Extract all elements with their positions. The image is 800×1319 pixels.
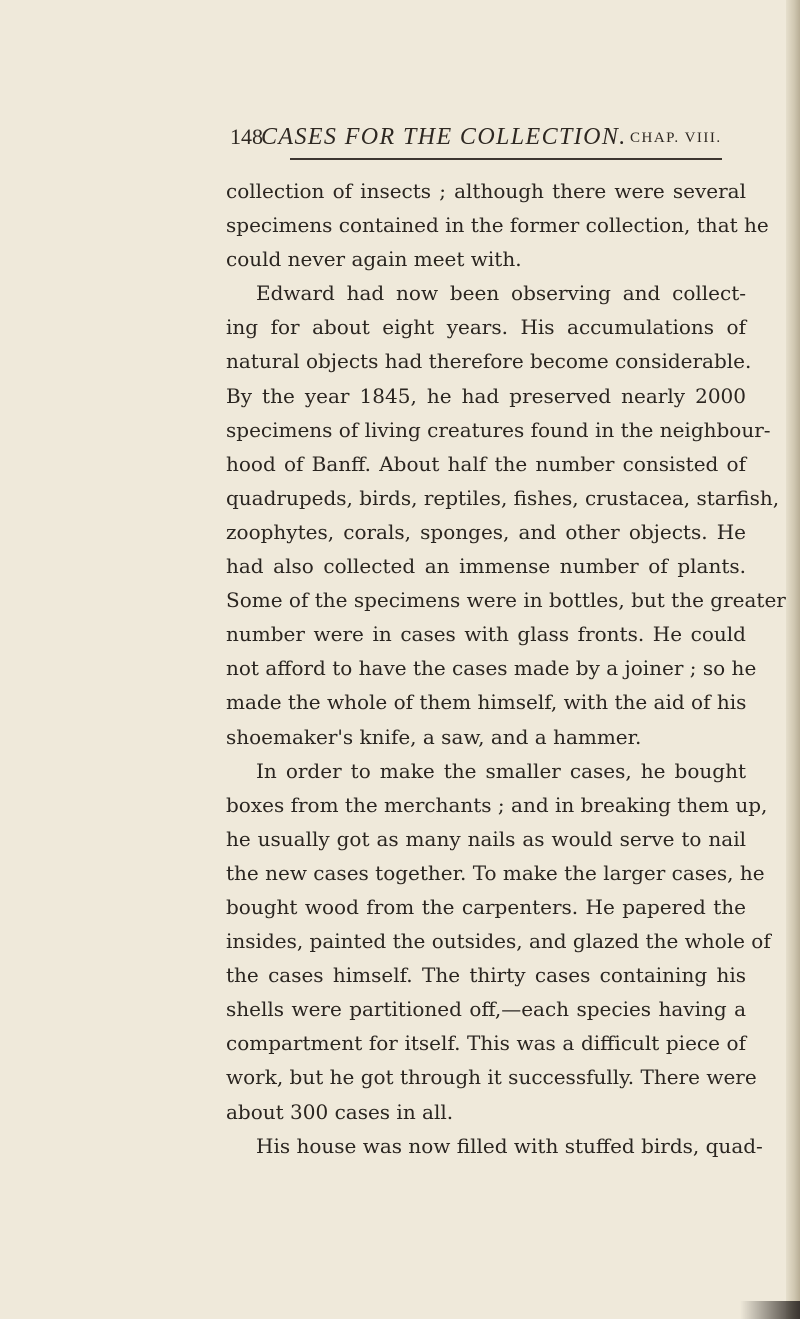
text-line: number were in cases with glass fronts. He could	[226, 622, 746, 647]
page-number: 148	[230, 124, 263, 149]
text-line: Some of the specimens were in bottles, but the greater	[226, 588, 786, 613]
text-line: quadrupeds, birds, reptiles, fishes, crustacea, starfish,	[226, 485, 780, 510]
text-line: about 300 cases in all.	[226, 1099, 454, 1124]
text-line: not afford to have the cases made by a joiner ; so he	[226, 656, 757, 681]
body-text	[226, 174, 786, 1163]
text-line: insides, painted the outsides, and glazed the whole of	[226, 929, 771, 954]
text-line: the new cases together. To make the larger cases, he	[226, 860, 765, 885]
text-line: boxes from the merchants ; and in breaking them up,	[226, 792, 768, 817]
text-line: specimens of living creatures found in the neighbour-	[226, 417, 771, 442]
text-line: collection of insects ; although there were several	[226, 179, 746, 203]
text-line: Edward had now been observing and collect-	[256, 281, 746, 306]
text-line: shoemaker's knife, a saw, and a hammer.	[226, 724, 642, 749]
chapter-label: CHAP. VIII.	[630, 130, 722, 146]
text-line: had also collected an immense number of plants.	[226, 554, 746, 579]
header-rule	[290, 158, 722, 160]
text-line: compartment for itself. This was a difficult piece of	[226, 1031, 746, 1056]
page-corner-shadow	[740, 1301, 800, 1319]
text-line: bought wood from the carpenters. He papered the	[226, 894, 746, 919]
text-line: made the whole of them himself, with the aid of his	[226, 690, 747, 715]
text-line: ing for about eight years. His accumulations of	[226, 315, 746, 340]
text-line: specimens contained in the former collection, that he	[226, 213, 769, 238]
text-line: work, but he got through it successfully. There were	[226, 1065, 757, 1090]
text-line: In order to make the smaller cases, he bought	[256, 758, 746, 783]
text-line: the cases himself. The thirty cases containing his	[226, 963, 746, 988]
running-head: CASES FOR THE COLLECTION.	[261, 124, 627, 150]
text-line: By the year 1845, he had preserved nearly 2000	[226, 383, 746, 408]
page-edge-shadow	[786, 0, 800, 1319]
text-line: zoophytes, corals, sponges, and other objects. He	[226, 519, 746, 544]
text-line: shells were partitioned off,—each species having a	[226, 997, 746, 1022]
text-line: His house was now filled with stuffed birds, quad-	[256, 1133, 763, 1158]
text-line: he usually got as many nails as would serve to nail	[226, 826, 746, 851]
text-line: natural objects had therefore become considerable.	[226, 349, 752, 374]
text-line: hood of Banff. About half the number consisted of	[226, 451, 746, 476]
text-line: could never again meet with.	[226, 247, 522, 272]
